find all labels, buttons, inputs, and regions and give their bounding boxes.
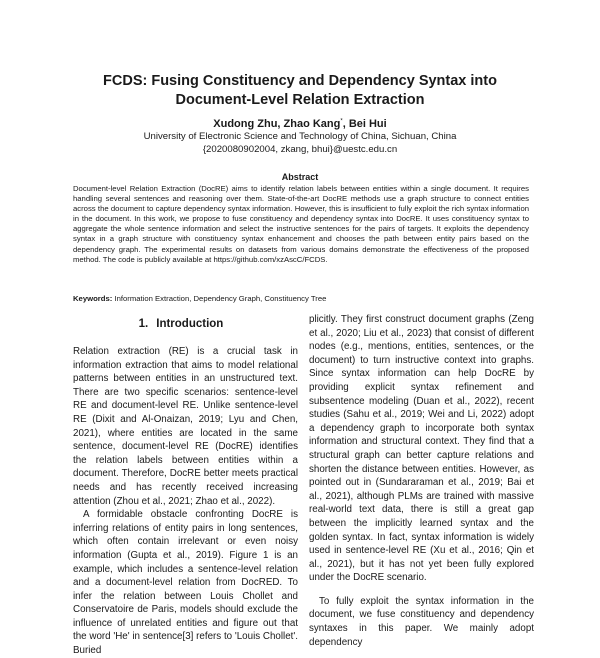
right-column <box>309 313 534 649</box>
author-list <box>40 118 560 130</box>
corresponding-author-mark: * <box>340 118 343 125</box>
intro-paragraph-2: A formidable obstacle confronting DocRE is inferring relations of entity pairs in long sentences, which often contain irrelevant or even noisy information (Gupta et al., 2019). Figure 1 is an example, which includes a sentence-level relation and a document-level relation from DocRED. To infer the relation between Louis Chollet and Conservatoire de Paris, models should exclude the influence of unrelated entities and figure out that the word 'He' in sentence[3] refers to 'Louis Chollet'. Buried <box>73 509 298 657</box>
title-line-1: FCDS: Fusing Constituency and Dependency Syntax into <box>103 73 497 89</box>
affiliation-block <box>40 130 560 156</box>
intro-paragraph-4: To fully exploit the syntax information in the document, we fuse constituency and dependency syntaxes in this paper. We mainly adopt dependency <box>309 595 534 648</box>
abstract-text: Document-level Relation Extraction (DocRE) aims to identify relation labels between entities within a single document. It requires handling several sentences and reasoning over them. State-of-the-art DocRE methods use a graph structure to connect entities across the document to capture dependency syntax information. However, this is insufficient to fully exploit the rich syntax information in the document. In this work, we propose to fuse constituency and dependency syntax into DocRE. It uses constituency syntax to aggregate the whole sentence information and select the instructive sentences for the pairs of targets. It exploits the dependency syntax in a graph structure with constituency syntax enhancement and chooses the path between entity pairs based on the dependency graph. The experimental results on datasets from various domains demonstrate the effectiveness of the proposed method. The code is publicly available at https://github.com/xzAscC/FCDS. <box>73 184 529 264</box>
authors-main: Xudong Zhu, Zhao Kang <box>213 118 341 130</box>
affiliation: University of Electronic Science and Technology of China, Sichuan, China <box>143 131 457 142</box>
paper-title <box>40 72 560 110</box>
left-column <box>73 345 298 658</box>
intro-paragraph-1: Relation extraction (RE) is a crucial task in information extraction that aims to model relational patterns between entities in an unstructured text. There are two specific scenarios: sentence-level RE and document-level RE. Unlike sentence-level RE (Dixit and Al-Onaizan, 2019; Lyu and Chen, 2021), where entities are located in the same sentence, document-level RE (DocRE) identifies the relation labels between entities within a document. Therefore, DocRE better meets practical needs and has recently received increasing attention (Zhou et al., 2021; Zhao et al., 2022). <box>73 346 298 507</box>
authors-tail: , Bei Hui <box>342 118 387 130</box>
section-title: Introduction <box>156 318 224 330</box>
abstract-heading: Abstract <box>281 172 319 182</box>
keywords-text: Information Extraction, Dependency Graph, Constituency Tree <box>112 294 327 303</box>
section-heading <box>73 318 289 330</box>
keywords-label: Keywords: <box>73 294 113 303</box>
title-line-2: Document-Level Relation Extraction <box>175 92 425 108</box>
author-emails: {2020080902004, zkang, bhui}@uestc.edu.cn <box>202 144 398 155</box>
intro-paragraph-3: plicitly. They first construct document graphs (Zeng et al., 2020; Liu et al., 2023) that consist of different nodes (e.g., mentions, entities, sentences, or the document) to turn instructive context into graphs. Since syntax information can help DocRE by providing explicit syntax refinement and subsentence modeling (Duan et al., 2022), recent studies (Sahu et al., 2019; Wei and Li, 2022) adopt a dependency graph to incorporate both syntax information and structural context. They find that a structural graph can better capture relations and shorten the distance between entities. However, as pointed out in (Sundararaman et al., 2019; Bai et al., 2021), although PLMs are trained with massive real-world text data, there is still a great gap between the implicitly learned syntax and the golden syntax. In fact, syntax information is widely used in sentence-level RE (Xu et al., 2016; Qin et al., 2021), but it has not yet been fully explored under the DocRE scenario. <box>309 314 534 584</box>
section-number: 1. <box>138 318 149 330</box>
keywords-line <box>73 294 529 303</box>
